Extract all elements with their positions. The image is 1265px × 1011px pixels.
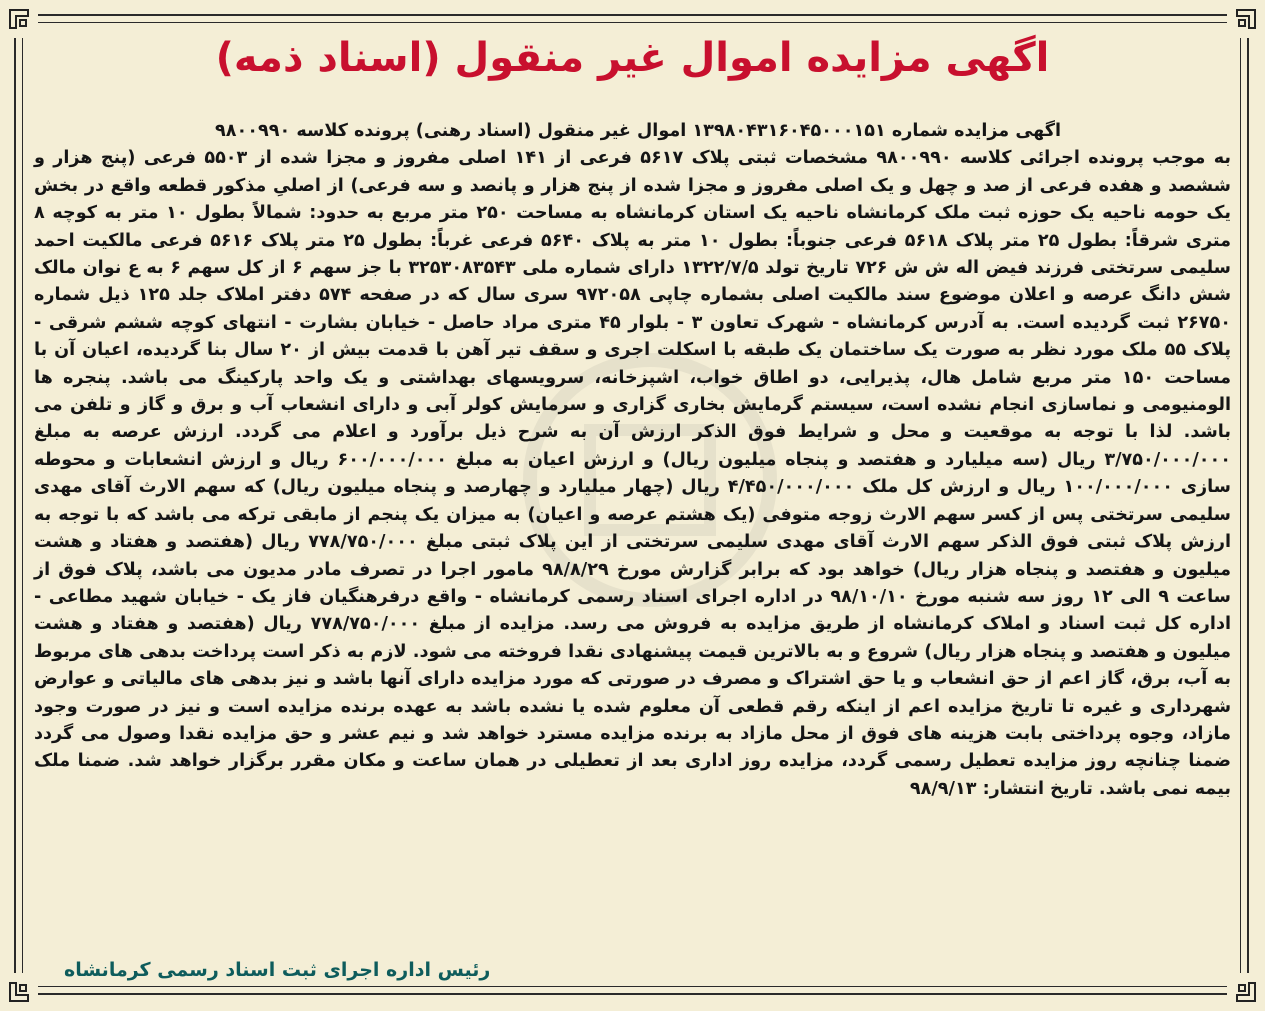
- corner-ornament-icon: [8, 973, 38, 1003]
- corner-ornament-icon: [8, 8, 38, 38]
- ad-reference-line: اگهی مزایده شماره ۱۳۹۸۰۴۳۱۶۰۴۵۰۰۰۱۵۱ اموال غیر منقول (اسناد رهنی) پرونده کلاسه ۹۸۰۰۹۹۰: [215, 121, 1061, 141]
- ad-body: [34, 118, 1231, 803]
- ad-title: اگهی مزایده اموال غیر منقول (اسناد ذمه): [215, 35, 1050, 81]
- ad-body-paragraph: به موجب پرونده اجرائی کلاسه ۹۸۰۰۹۹۰ مشخصات ثبتی پلاک ۵۶۱۷ فرعی از ۱۴۱ اصلی مفروز و مجزا شده از ۵۵۰۳ فرعی (پنج هزار و ششصد و هفده فرعی از صد و چهل و یک اصلی مفروز و مجزا شده از پنج هزار و پانصد و سه فرعی) از اصلیِ مذکور قطعه واقع در بخش یک حومه ناحیه یک حوزه ثبت ملک کرمانشاه ناحیه یک استان کرمانشاه به مساحت ۲۵۰ متر مربع به حدود: شمالاً بطول ۱۰ متر به کوچه ۸ متری شرقاً: بطول ۲۵ متر پلاک ۵۶۱۸ فرعی جنوباً: بطول ۱۰ متر به پلاک ۵۶۴۰ فرعی غرباً: بطول ۲۵ متر پلاک ۵۶۱۶ فرعی مالکیت احمد سلیمی سرتختی فرزند فیض اله ش ش ۷۲۶ تاریخ تولد ۱۳۲۲/۷/۵ دارای شماره ملی ۳۲۵۳۰۸۳۵۴۳ با جز سهم ۶ از کل سهم ۶ به ع نوان مالک شش دانگ عرصه و اعلان موضوع سند مالکیت اصلی بشماره چاپی ۹۷۲۰۵۸ سری سال که در صفحه ۵۷۴ دفتر املاک جلد ۱۲۵ ذیل شماره ۲۶۷۵۰ ثبت گردیده است. به آدرس کرمانشاه - شهرک تعاون ۳ - بلوار ۴۵ متری مراد حاصل - خیابان بشارت - انتهای کوچه ششم شرقی - پلاک ۵۵ ملک مورد نظر به صورت یک ساختمان یک طبقه با اسکلت اجری و سقف تیر آهن با قدمت بیش از ۲۰ سال بنا گردیده، اعیان آن با مساحت ۱۵۰ متر مربع شامل هال، پذیرایی، دو اطاق خواب، اشپزخانه، سرویسهای بهداشتی و یک واحد پارکینگ می باشد. پنجره ها الومنیومی و نماسازی انجام نشده است، سیستم گرمایش بخاری گزاری و سرمایش کولر آبی و دارای انشعاب آب و برق و گاز و تلفن می باشد. لذا با توجه به موقعیت و محل و شرایط فوق الذکر ارزش آن به شرح ذیل برآورد و اعلام می گردد. ارزش عرصه به مبلغ ۳/۷۵۰/۰۰۰/۰۰۰ ریال (سه میلیارد و هفتصد و پنجاه میلیون ریال) و ارزش اعیان به مبلغ ۶۰۰/۰۰۰/۰۰۰ ریال و ارزش انشعابات و محوطه سازی ۱۰۰/۰۰۰/۰۰۰ ریال و ارزش کل ملک ۴/۴۵۰/۰۰۰/۰۰۰ ریال (چهار میلیارد و چهارصد و پنجاه میلیون ریال) که سهم الارث آقای مهدی سلیمی سرتختی پس از کسر سهم الارث زوجه متوفی (یک هشتم عرصه و اعیان) به میزان یک پنجم از مابقی ترکه می باشد که با توجه به ارزش پلاک ثبتی فوق الذکر سهم الارث آقای مهدی سلیمی سرتختی از این پلاک ثبتی مبلغ ۷۷۸/۷۵۰/۰۰۰ ریال (هفتصد و هفتاد و هشت میلیون و هفتصد و پنجاه هزار ریال) خواهد بود که برابر گزارش مورخ ۹۸/۸/۲۹ مامور اجرا در تصرف مادر مدیون می باشد، پلاک فوق از ساعت ۹ الی ۱۲ روز سه شنبه مورخ ۹۸/۱۰/۱۰ در اداره اجرای اسناد رسمی کرمانشاه - واقع درفرهنگیان فاز یک - خیابان شهید مطاعی - اداره کل ثبت اسناد و املاک کرمانشاه از طریق مزایده به فروش می رسد. مزایده از مبلغ ۷۷۸/۷۵۰/۰۰۰ ریال (هفتصد و هفتاد و هشت میلیون و هفتصد و پنجاه هزار ریال) شروع و به بالاترین قیمت پیشنهادی نقدا فروخته می شود. لازم به ذکر است پرداخت بدهی های مربوط به آب، برق، گاز اعم از حق انشعاب و یا حق اشتراک و مصرف در صورتی که مورد مزایده دارای آنها باشد و نیز بدهی های مالیاتی و عوارض شهرداری و غیره تا تاریخ مزایده اعم از اینکه رقم قطعی آن معلوم شده یا نشده باشد به عهده برنده مزایده است و نیز در صورت وجود مازاد، وجوه پرداختی بابت هزینه های فوق از محل مازاد به برنده مزایده مسترد خواهد شد و نیم عشر و حق مزایده نقدا وصول می گردد ضمنا چنانچه روز مزایده تعطیل رسمی گردد، مزایده روز اداری بعد از تعطیلی در همان ساعت و مکان مقرر برگزار خواهد شد. ضمنا ملک بیمه نمی باشد. تاریخ انتشار: ۹۸/۹/۱۳: [34, 148, 1232, 799]
- corner-ornament-icon: [1227, 973, 1257, 1003]
- signature-line: رئیس اداره اجرای ثبت اسناد رسمی کرمانشاه: [64, 959, 491, 981]
- corner-ornament-icon: [1227, 8, 1257, 38]
